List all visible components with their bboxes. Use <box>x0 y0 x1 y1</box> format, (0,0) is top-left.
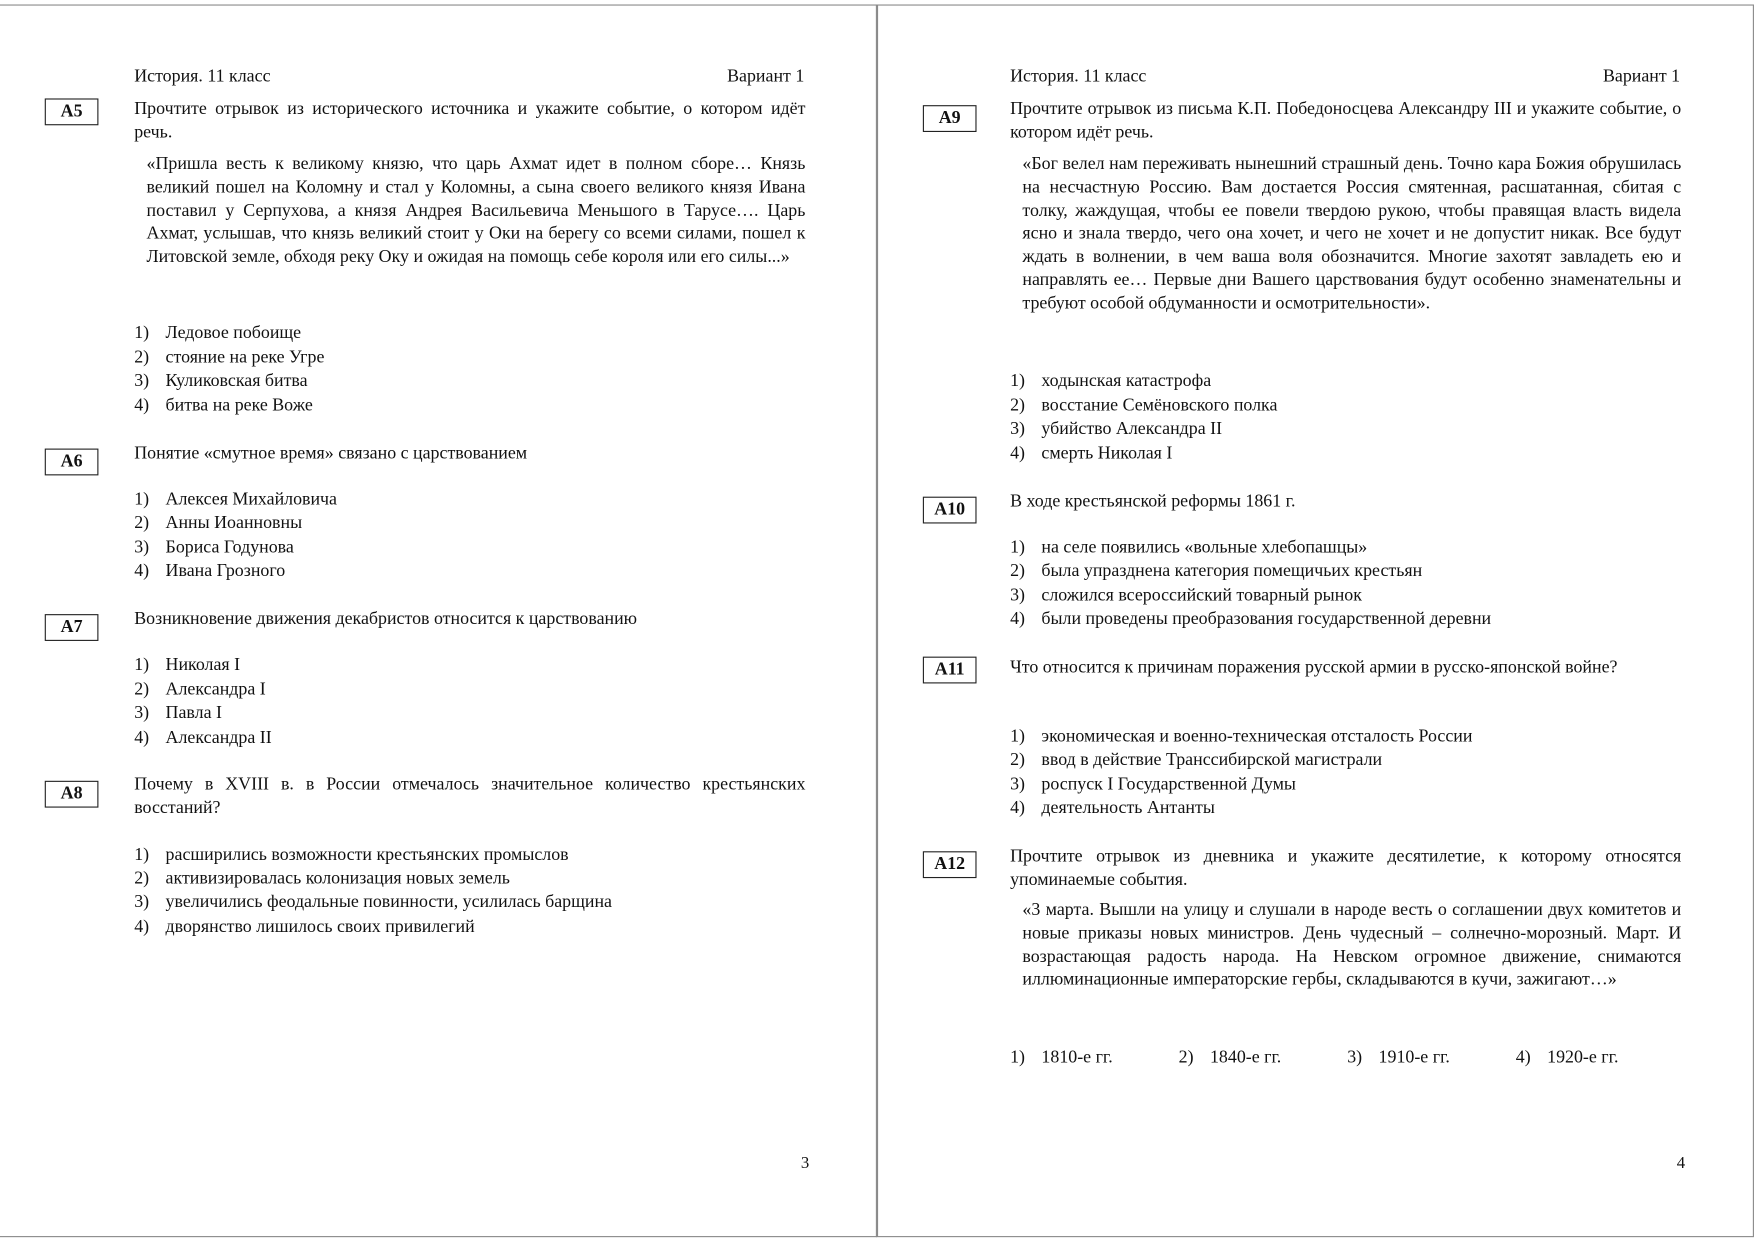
option-text: активизировалась колонизация новых земель <box>165 869 510 889</box>
option-number: 3) <box>1010 586 1026 606</box>
header-variant: Вариант 1 <box>1602 67 1681 87</box>
answer-option[interactable] <box>134 489 337 511</box>
option-number: 2) <box>1010 750 1026 770</box>
option-text: были проведены преобразования государственной деревни <box>1041 609 1492 629</box>
answer-option[interactable] <box>1010 395 1277 417</box>
answer-option[interactable] <box>134 370 307 392</box>
option-number: 1) <box>134 323 150 343</box>
option-number: 4) <box>1010 609 1026 629</box>
answer-option[interactable] <box>134 727 271 749</box>
option-number: 2) <box>134 869 150 889</box>
option-text: 1840-е гг. <box>1209 1048 1282 1068</box>
option-text: сложился всероссийский товарный рынок <box>1041 586 1362 606</box>
option-number: 4) <box>1010 798 1026 818</box>
answer-option[interactable] <box>1010 774 1296 796</box>
header-variant: Вариант 1 <box>727 67 805 87</box>
option-text: Анны Иоанновны <box>165 513 303 533</box>
answer-option[interactable] <box>1010 443 1172 465</box>
option-number: 3) <box>1347 1048 1363 1068</box>
header-subject: История. 11 класс <box>134 67 271 87</box>
source-quote: «3 марта. Вышли на улицу и слушали в народе весть о соглашении двух комитетов и новые приказы новых министров. День чудесный – солнечно-морозный. Март. И возрастающая радость народа. На Невском огромное движение, снимаются иллюминационные императорские гербы, складываются в кучи, зажигают…» <box>1022 900 1682 990</box>
option-text: дворянство лишилось своих привилегий <box>165 917 475 937</box>
question-stem: Что относится к причинам поражения русской армии в русско-японской войне? <box>1010 657 1618 677</box>
page-number: 4 <box>1676 1154 1686 1173</box>
answer-option[interactable] <box>1179 1047 1282 1069</box>
option-text: Александра I <box>165 680 266 700</box>
question-stem: Прочтите отрывок из дневника и укажите десятилетие, к которому относятся упоминаемые события. <box>1010 846 1682 889</box>
option-number: 2) <box>1010 561 1026 581</box>
option-number: 2) <box>134 680 150 700</box>
answer-option[interactable] <box>134 537 294 559</box>
option-text: была упразднена категория помещичьих крестьян <box>1041 561 1423 581</box>
option-text: Бориса Годунова <box>165 538 294 558</box>
option-number: 4) <box>134 561 150 581</box>
answer-option[interactable] <box>1010 370 1211 392</box>
question-label: А9 <box>923 105 977 132</box>
option-text: расширились возможности крестьянских промыслов <box>165 845 569 865</box>
question-stem: В ходе крестьянской реформы 1861 г. <box>1010 492 1296 512</box>
answer-option[interactable] <box>134 395 313 417</box>
option-text: на селе появились «вольные хлебопашцы» <box>1041 538 1368 558</box>
option-text: Николая I <box>165 655 241 675</box>
option-number: 3) <box>134 538 150 558</box>
answer-option[interactable] <box>1010 609 1491 631</box>
option-text: стояние на реке Угре <box>165 347 325 367</box>
answer-option[interactable] <box>134 679 265 701</box>
answer-option[interactable] <box>134 868 510 890</box>
option-text: 1920-е гг. <box>1547 1048 1619 1068</box>
question-stem: Почему в XVIII в. в России отмечалось значительное количество крестьянских восстаний? <box>134 775 806 818</box>
option-number: 4) <box>1010 444 1026 464</box>
question-stem: Прочтите отрывок из исторического источника и укажите событие, о котором идёт речь. <box>134 99 806 142</box>
option-text: увеличились феодальные повинности, усилилась барщина <box>165 892 612 912</box>
option-number: 1) <box>1010 1048 1026 1068</box>
option-number: 2) <box>1178 1048 1194 1068</box>
question-stem: Понятие «смутное время» связано с царствованием <box>134 444 528 464</box>
answer-option[interactable] <box>1010 537 1367 559</box>
source-quote: «Бог велел нам переживать нынешний страшный день. Точно кара Божия обрушилась на несчастную Россию. Вам достается Россия смятенная, расшатанная, сбитая с толку, жаждущая, чтобы ее повели твердою рукою, чтобы правящая власть видела ясно и знала твердо, чего она хочет, и чего не хочет и не допустит никак. Все будут ждать в волнении, в чем ваша воля обозначится. Многие захотят завладеть ею и направлять ее… Первые дни Вашего царствования будут особенно знаменательны и требуют особой обдуманности и осмотрительности». <box>1022 154 1682 313</box>
answer-option[interactable] <box>134 845 568 867</box>
option-text: 1810-е гг. <box>1041 1048 1113 1068</box>
question-stem: Возникновение движения декабристов относится к царствованию <box>134 609 638 629</box>
option-text: ходынская катастрофа <box>1041 371 1212 391</box>
answer-option[interactable] <box>1010 560 1422 582</box>
option-text: Ледовое побоище <box>165 323 302 343</box>
question-label: А10 <box>923 497 977 524</box>
option-text: 1910-е гг. <box>1378 1048 1450 1068</box>
option-text: Куликовская битва <box>165 371 308 391</box>
option-text: восстание Семёновского полка <box>1041 395 1278 416</box>
answer-option[interactable] <box>1010 749 1382 771</box>
question-label: А6 <box>45 449 99 476</box>
option-text: роспуск I Государственной Думы <box>1041 775 1296 795</box>
answer-option[interactable] <box>1010 798 1215 820</box>
option-number: 2) <box>1010 395 1026 416</box>
option-number: 1) <box>1010 727 1026 747</box>
answer-option[interactable] <box>134 322 301 344</box>
header-subject: История. 11 класс <box>1010 67 1147 87</box>
answer-option[interactable] <box>134 560 285 582</box>
answer-option[interactable] <box>134 892 612 914</box>
option-number: 3) <box>134 703 150 723</box>
option-number: 3) <box>1010 775 1026 795</box>
question-label: А8 <box>45 781 99 808</box>
option-number: 4) <box>1515 1048 1531 1068</box>
answer-option[interactable] <box>1010 726 1472 748</box>
option-number: 3) <box>134 371 150 391</box>
option-text: убийство Александра II <box>1041 419 1223 439</box>
answer-option[interactable] <box>134 512 302 534</box>
option-number: 1) <box>134 845 150 865</box>
answer-option[interactable] <box>134 916 474 938</box>
option-text: ввод в действие Транссибирской магистрали <box>1041 750 1383 770</box>
option-text: деятельность Антанты <box>1041 798 1215 818</box>
answer-option[interactable] <box>1010 1047 1113 1069</box>
question-label: А11 <box>923 657 977 684</box>
answer-option[interactable] <box>134 654 240 676</box>
option-number: 1) <box>1010 371 1026 391</box>
answer-option[interactable] <box>1010 418 1222 440</box>
option-text: Ивана Грозного <box>165 561 286 581</box>
answer-option[interactable] <box>1010 585 1362 607</box>
option-number: 1) <box>134 489 150 509</box>
answer-option[interactable] <box>1516 1047 1619 1069</box>
question-stem: Прочтите отрывок из письма К.П. Победоносцева Александру III и укажите событие, о котором идёт речь. <box>1010 99 1682 142</box>
answer-option[interactable] <box>134 347 324 369</box>
option-number: 1) <box>134 655 150 675</box>
option-number: 4) <box>134 917 150 937</box>
option-number: 3) <box>1010 419 1026 439</box>
answer-option[interactable] <box>134 702 222 724</box>
option-text: смерть Николая I <box>1041 444 1173 464</box>
option-text: экономическая и военно-техническая отсталость России <box>1041 727 1473 747</box>
page-number: 3 <box>800 1154 810 1173</box>
source-quote: «Пришла весть к великому князю, что царь Ахмат идет в полном сборе… Князь великий пошел на Коломну и стал у Коломны, а сына своего великого князя Ивана поставил у Серпухова, а князя Андрея Васильевича Меньшого в Тарусе…. Царь Ахмат, услышав, что князь великий стоит у Оки на берегу со всеми силами, пошел к Литовской земле, обходя реку Оку и ожидая на помощь себе короля или его силы...» <box>146 154 806 267</box>
option-number: 4) <box>134 395 150 416</box>
option-text: Павла I <box>165 703 222 723</box>
option-text: Александра II <box>165 728 272 748</box>
option-text: Алексея Михайловича <box>165 489 337 509</box>
question-label: А7 <box>45 614 99 641</box>
question-label: А12 <box>923 851 977 878</box>
question-label: А5 <box>45 98 99 125</box>
option-text: битва на реке Воже <box>165 395 313 416</box>
answer-option[interactable] <box>1347 1047 1450 1069</box>
option-number: 3) <box>134 892 150 912</box>
option-number: 2) <box>134 347 150 367</box>
option-number: 2) <box>134 513 150 533</box>
option-number: 1) <box>1010 538 1026 558</box>
option-number: 4) <box>134 728 150 748</box>
